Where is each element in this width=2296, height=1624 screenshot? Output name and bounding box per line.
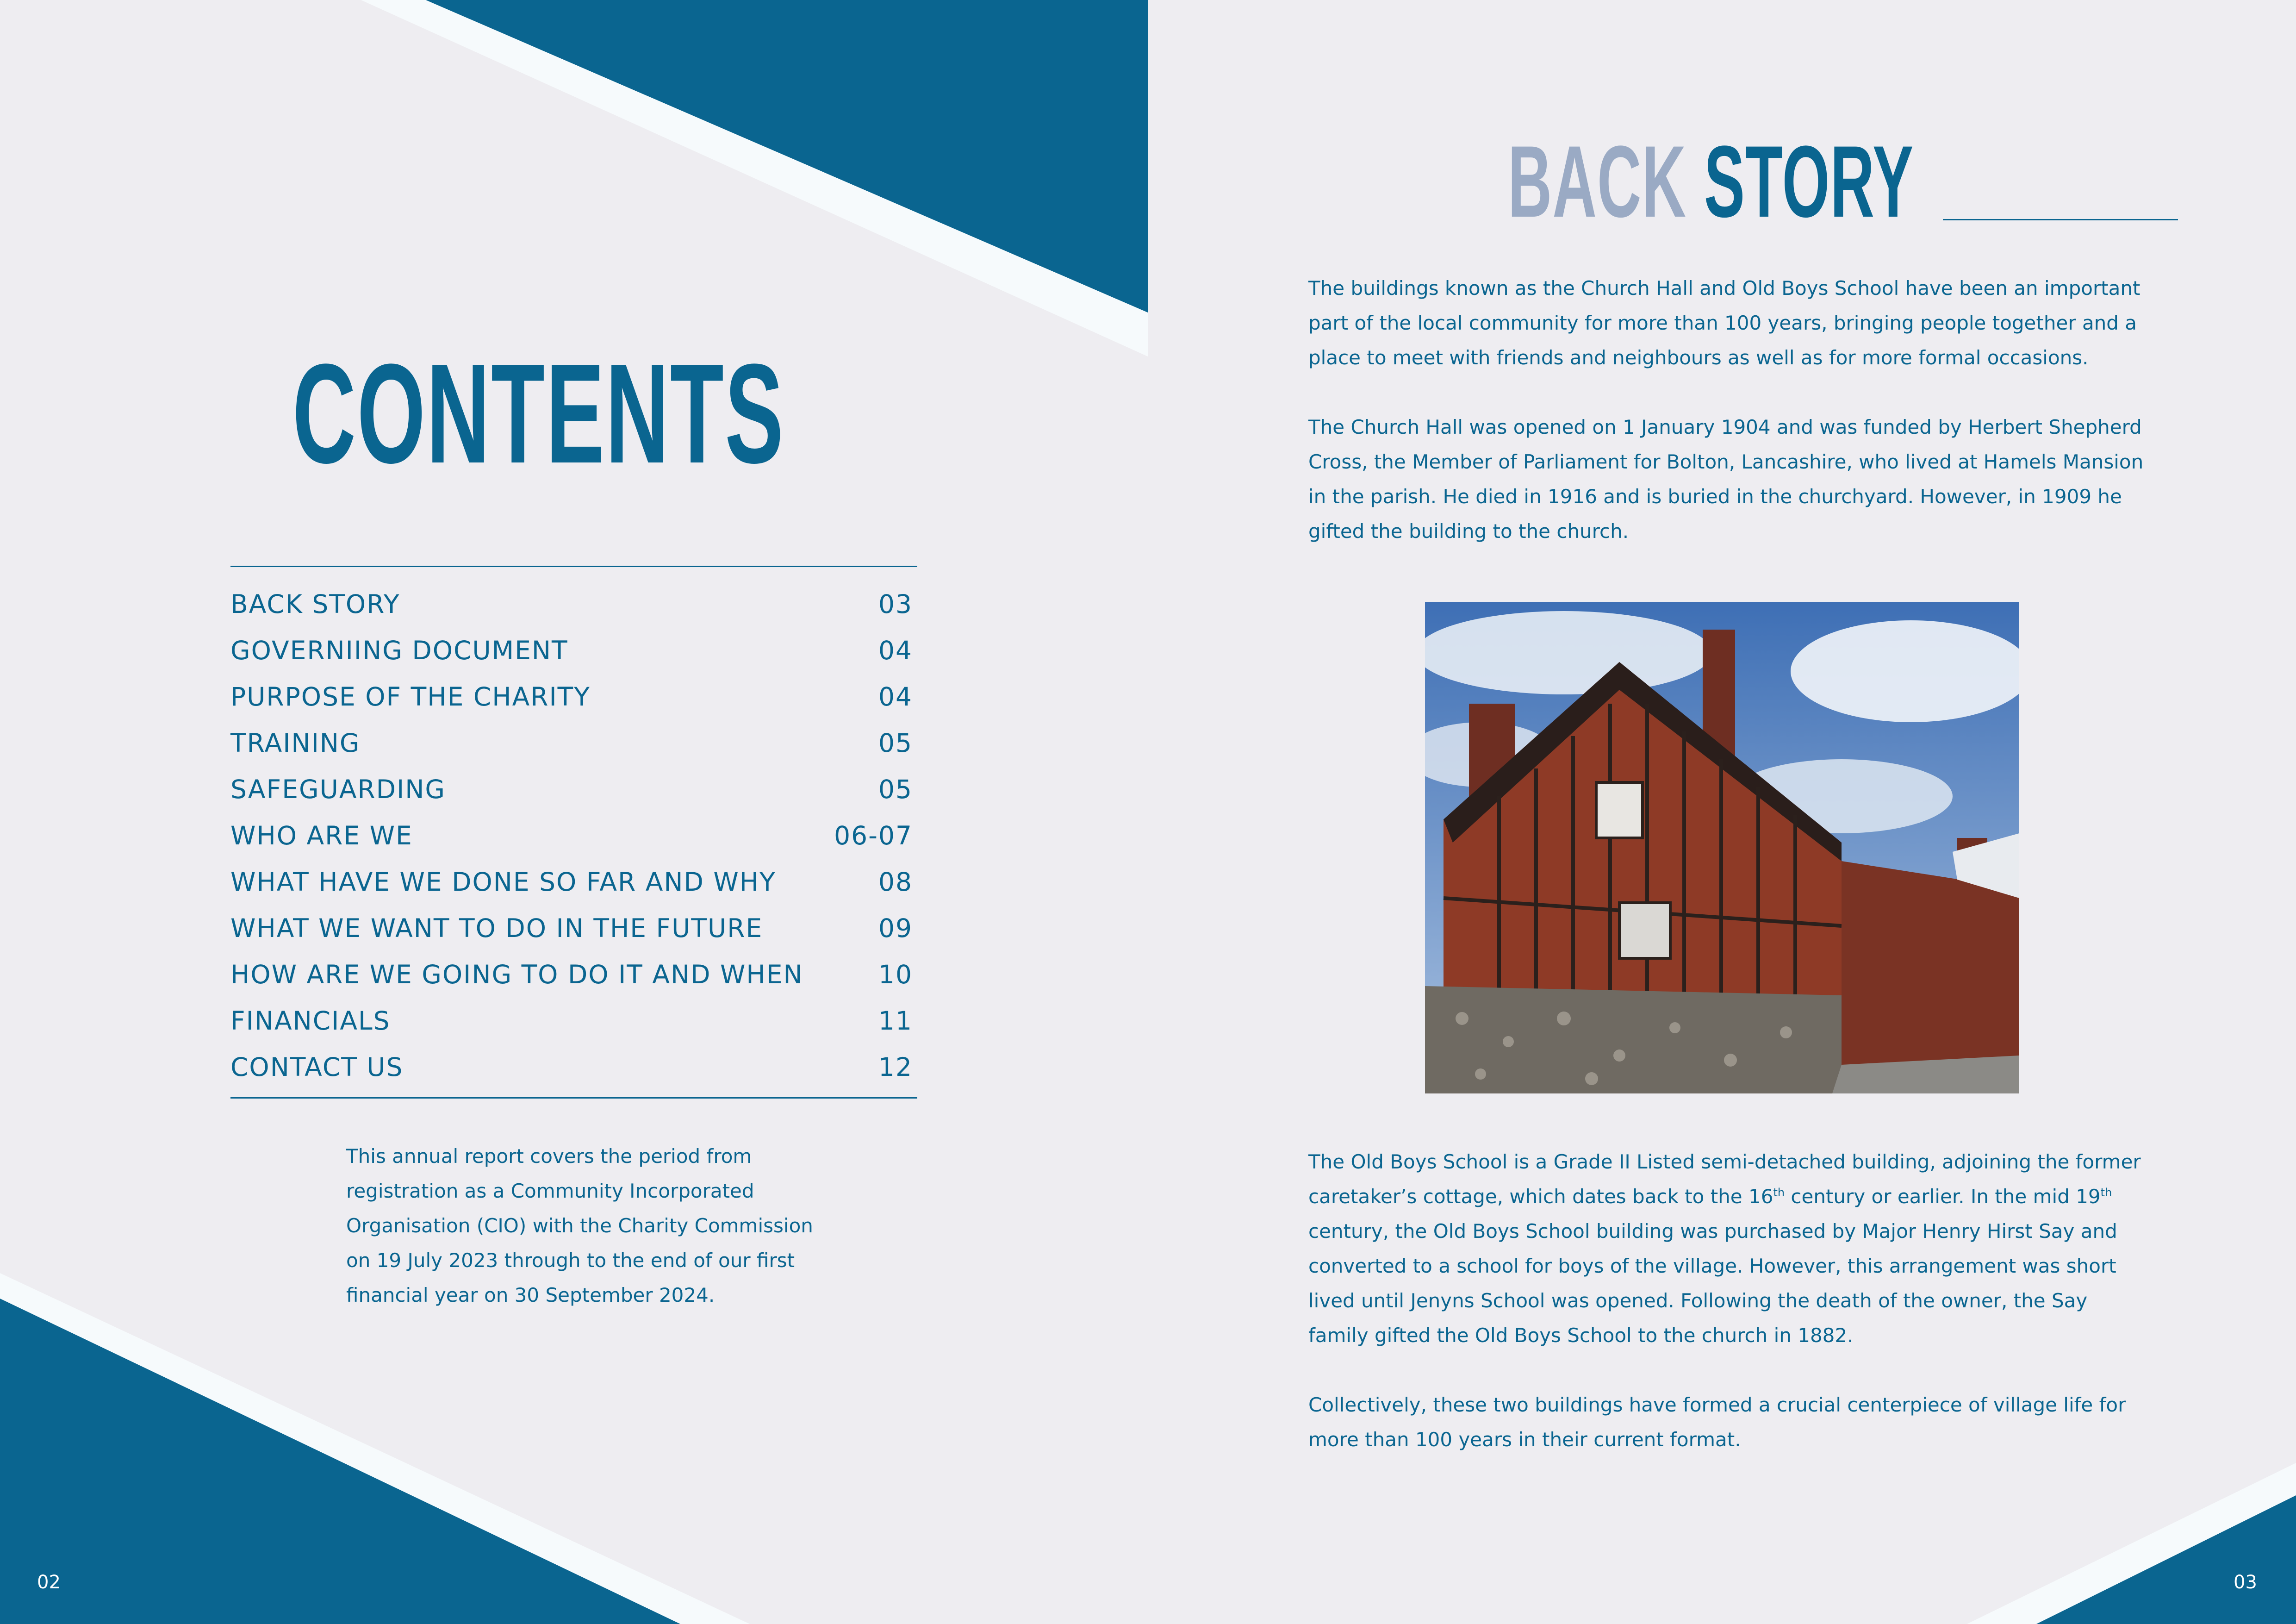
toc-entry-label: WHAT WE WANT TO DO IN THE FUTURE (230, 913, 763, 943)
toc-entry[interactable] (230, 812, 917, 859)
bottom-right-blue-shape (2036, 1495, 2296, 1624)
top-blue-shape (426, 0, 1148, 312)
page-number-right: 03 (2234, 1572, 2257, 1593)
back-story-heading (1508, 125, 1914, 238)
toc-entry-label: BACK STORY (230, 589, 400, 619)
back-story-heading-part1: BACK (1508, 125, 1687, 238)
page-number-left: 02 (37, 1572, 61, 1593)
toc-entry-label: GOVERNIING DOCUMENT (230, 636, 568, 665)
report-period-note: This annual report covers the period from registration as a Community Incorporated Organisation (CIO) with the Charity Commission on 19 July 2023 through to the end of our first financial year on 30 September 2024. (346, 1145, 813, 1306)
toc-entry[interactable] (230, 951, 917, 998)
toc-entry[interactable] (230, 720, 917, 766)
back-story-paragraph-3 (1308, 1144, 2151, 1353)
toc-entry-page-number: 03 (878, 589, 913, 619)
ordinal-suffix-2: th (2100, 1186, 2112, 1199)
toc-entry-label: SAFEGUARDING (230, 775, 446, 804)
contents-heading: CONTENTS (292, 334, 785, 493)
toc-entry-page-number: 04 (878, 636, 913, 665)
ordinal-suffix-1: th (1773, 1186, 1785, 1199)
toc-entry-page-number: 06-07 (834, 821, 913, 850)
toc-entry-label: FINANCIALS (230, 1006, 391, 1036)
toc-entry[interactable] (230, 627, 917, 674)
back-story-paragraph-4: Collectively, these two buildings have formed a crucial centerpiece of village life for more than 100 years in their current format. (1308, 1393, 2126, 1451)
toc-entry-page-number: 09 (878, 913, 913, 943)
heading-underline (1943, 219, 2178, 220)
toc-entry-page-number: 10 (878, 960, 913, 989)
toc-entry-page-number: 12 (878, 1052, 913, 1082)
toc-entry-page-number: 11 (878, 1006, 913, 1036)
back-story-paragraph-1: The buildings known as the Church Hall and Old Boys School have been an important part of the local community for more than 100 years, bringing people together and a place to meet with friends and neighbours as well as for more formal occasions. (1308, 277, 2140, 369)
toc-entry-label: CONTACT US (230, 1052, 404, 1082)
paragraph-3-text-a: The Old Boys School is a Grade II Listed semi-detached building, adjoining the former caretaker’s cottage, which dates back to the 16 (1308, 1150, 2141, 1208)
back-story-heading-part2: STORY (1704, 125, 1914, 238)
toc-entry-label: TRAINING (230, 728, 361, 758)
paragraph-3-text-b: century or earlier. In the mid 19 (1785, 1185, 2101, 1208)
toc-entry[interactable] (230, 905, 917, 951)
toc-entry-label: WHAT HAVE WE DONE SO FAR AND WHY (230, 867, 776, 897)
toc-entry-page-number: 05 (878, 775, 913, 804)
table-of-contents (230, 566, 917, 1099)
toc-entry-label: WHO ARE WE (230, 821, 413, 850)
toc-entry-page-number: 08 (878, 867, 913, 897)
old-boys-school-photo (1425, 602, 2019, 1093)
paragraph-3-text-c: century, the Old Boys School building was purchased by Major Henry Hirst Say and converted to a school for boys of the village. However, this arrangement was short lived until Jenyns School was opened. Following the death of the owner, the Say family gifted the Old Boys School to the church in 1882. (1308, 1220, 2117, 1347)
back-story-paragraph-2: The Church Hall was opened on 1 January 1904 and was funded by Herbert Shepherd Cross, the Member of Parliament for Bolton, Lancashire, who lived at Hamels Mansion in the parish. He died in 1916 and is buried in the churchyard. However, in 1909 he gifted the building to the church. (1308, 416, 2144, 543)
toc-entry[interactable] (230, 859, 917, 905)
toc-entry[interactable] (230, 766, 917, 812)
toc-entry[interactable] (230, 998, 917, 1044)
toc-entry[interactable] (230, 1044, 917, 1090)
toc-entry[interactable] (230, 674, 917, 720)
toc-entry-label: PURPOSE OF THE CHARITY (230, 682, 591, 712)
toc-entry-label: HOW ARE WE GOING TO DO IT AND WHEN (230, 960, 803, 989)
toc-entry-page-number: 04 (878, 682, 913, 712)
toc-entry[interactable] (230, 581, 917, 627)
toc-entry-page-number: 05 (878, 728, 913, 758)
